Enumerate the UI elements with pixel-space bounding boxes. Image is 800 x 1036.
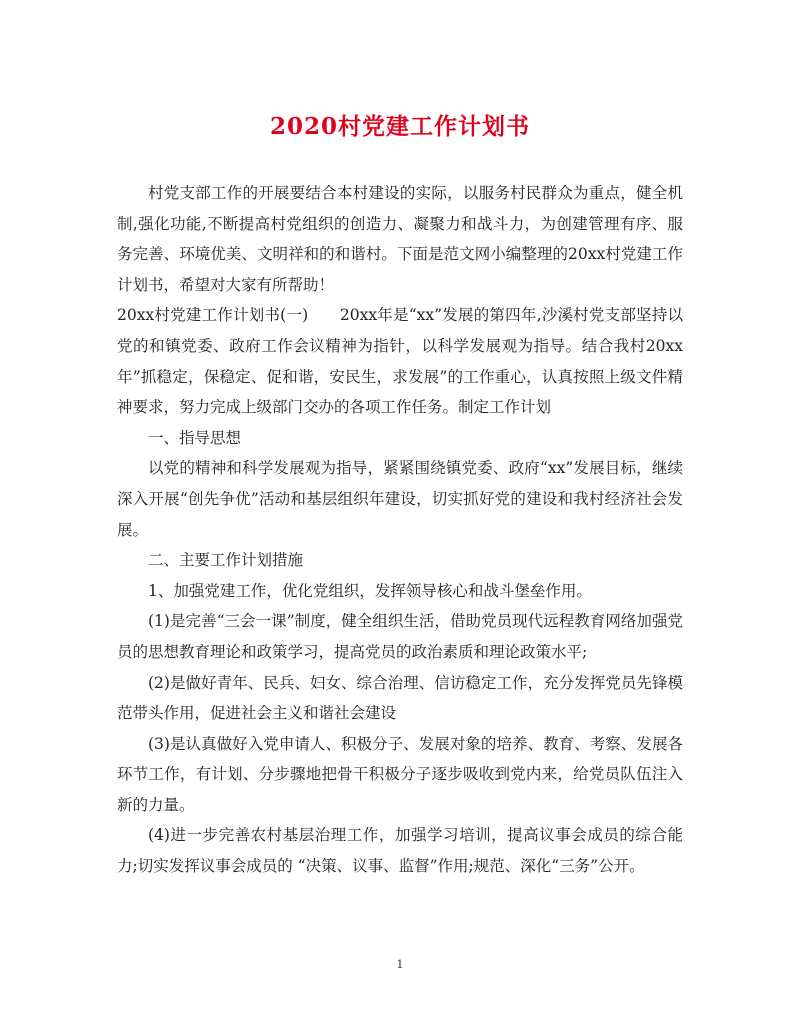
heading-guiding-thought: 一、指导思想 (148, 428, 242, 447)
paragraph-item-4: (4)进一步完善农村基层治理工作，加强学习培训，提高议事会成员的综合能力;切实发挥议事会成员的 “决策、议事、监督”作用;规范、深化“三务”公开。 (117, 826, 683, 876)
paragraph-plan-one: 20xx村党建工作计划书(一) 20xx年是“xx”发展的第四年,沙溪村党支部坚持以党的和镇党委、政府工作会议精神为指针，以科学发展观为指导。结合我村20xx年”抓稳定，保稳定、促和谐，安民生，求发展”的工作重心，认真按照上级文件精神要求，努力完成上级部门交办的各项工作任务。制定工作计划 (117, 306, 683, 417)
paragraph-item-1: (1)是完善“三会一课”制度，健全组织生活，借助党员现代远程教育网络加强党员的思想教育理论和政策学习，提高党员的政治素质和理论政策水平; (117, 612, 683, 661)
heading-main-measures: 二、主要工作计划措施 (148, 551, 304, 570)
paragraph-intro: 村党支部工作的开展要结合本村建设的实际，以服务村民群众为重点，健全机制,强化功能,不断提高村党组织的创造力、凝聚力和战斗力，为创建管理有序、服务完善、环境优美、文明祥和的和谐村。下面是范文网小编整理的20xx村党建工作计划书，希望对大家有所帮助！ (117, 184, 683, 294)
paragraph-item-2: (2)是做好青年、民兵、妇女、综合治理、信访稳定工作，充分发挥党员先锋模范带头作用，促进社会主义和谐社会建设 (117, 673, 683, 723)
document-body (117, 178, 683, 882)
paragraph-measure-1: 1、加强党建工作，优化党组织，发挥领导核心和战斗堡垒作用。 (148, 581, 592, 600)
paragraph-item-3: (3)是认真做好入党申请人、积极分子、发展对象的培养、教育、考察、发展各环节工作，有计划、分步骤地把骨干积极分子逐步吸收到党内来，给党员队伍注入新的力量。 (117, 734, 683, 814)
page-number: 1 (396, 958, 404, 971)
document-title: 2020村党建工作计划书 (269, 113, 530, 140)
paragraph-guiding-thought: 以党的精神和科学发展观为指导，紧紧围绕镇党委、政府“xx”发展目标，继续深入开展“创先争优”活动和基层组织年建设，切实抓好党的建设和我村经济社会发展。 (117, 459, 683, 539)
